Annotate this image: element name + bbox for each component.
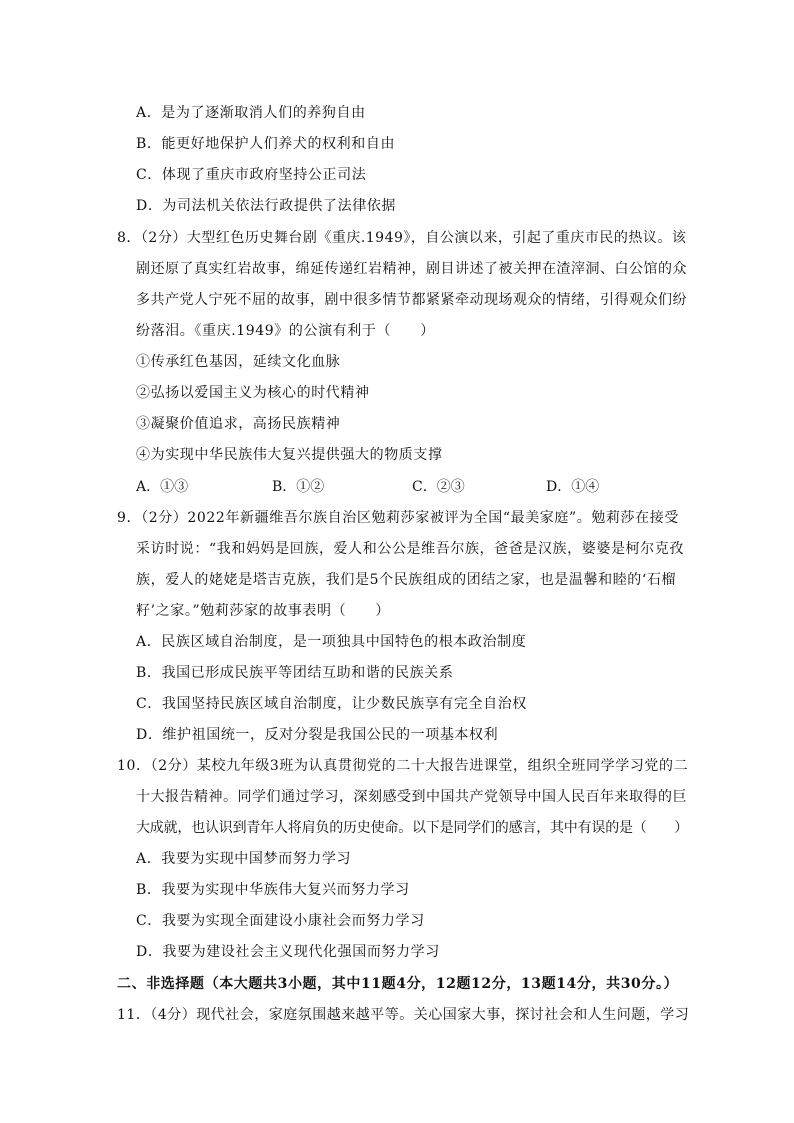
q11-stem-line-1: 11．（4分）现代社会，家庭氛围越来越平等。关心国家大事，探讨社会和人生问题，学习: [117, 1007, 690, 1023]
q8-stem-line-1: 8．（2分）大型红色历史舞台剧《重庆.1949》，自公演以来，引起了重庆市民的热议。该: [117, 230, 687, 246]
q10-option-c: C．我要为实现全面建设小康社会而努力学习: [136, 913, 425, 929]
q8-choice-b: B．①②: [272, 479, 325, 495]
q7-option-a: A．是为了逐渐取消人们的养狗自由: [136, 105, 366, 121]
q7-option-d: D．为司法机关依法行政提供了法律依据: [136, 198, 397, 214]
q8-statement-1: ①传承红色基因，延续文化血脉: [136, 354, 341, 370]
q9-stem-line-3: 族，爱人的姥姥是塔吉克族，我们是5个民族组成的团结之家，也是温馨和睦的‘石榴: [136, 572, 677, 588]
q7-option-c: C．体现了重庆市政府坚持公正司法: [136, 167, 367, 183]
q8-statement-3: ③凝聚价值追求，高扬民族精神: [136, 416, 341, 432]
q8-stem-line-3: 多共产党人宁死不屈的故事，剧中很多情节都紧紧牵动现场观众的情绪，引得观众们纷: [136, 292, 687, 308]
q8-statement-4: ④为实现中华民族伟大复兴提供强大的物质支撑: [136, 447, 443, 463]
q10-stem-line-3: 大成就，也认识到青年人将肩负的历史使命。以下是同学们的感言，其中有误的是（ ）: [136, 820, 688, 836]
q9-stem-line-1: 9．（2分）2022年新疆维吾尔族自治区勉莉莎家被评为全国“最美家庭”。勉莉莎在接受: [117, 510, 679, 526]
q10-option-a: A．我要为实现中国梦而努力学习: [136, 851, 352, 867]
q10-option-d: D．我要为建设社会主义现代化强国而努力学习: [136, 944, 440, 960]
q8-choice-a: A．①③: [136, 479, 189, 495]
q8-statement-2: ②弘扬以爱国主义为核心的时代精神: [136, 385, 370, 401]
q9-option-b: B．我国已形成民族平等团结互助和谐的民族关系: [136, 665, 454, 681]
q10-stem-line-2: 十大报告精神。同学们通过学习，深刻感受到中国共产党领导中国人民百年来取得的巨: [136, 789, 687, 805]
q9-stem-line-2: 采访时说：“我和妈妈是回族，爱人和公公是维吾尔族，爸爸是汉族，婆婆是柯尔克孜: [136, 541, 684, 557]
q9-option-d: D．维护祖国统一，反对分裂是我国公民的一项基本权利: [136, 727, 499, 743]
q9-option-a: A．民族区域自治制度，是一项独具中国特色的根本政治制度: [136, 634, 527, 650]
q7-option-b: B．能更好地保护人们养犬的权利和自由: [136, 136, 396, 152]
q10-option-b: B．我要为实现中华族伟大复兴而努力学习: [136, 882, 410, 898]
q9-option-c: C．我国坚持民族区域自治制度，让少数民族享有完全自治权: [136, 696, 527, 712]
q8-stem-line-2: 剧还原了真实红岩故事，绵延传递红岩精神，剧目讲述了被关押在渣滓洞、白公馆的众: [136, 261, 687, 277]
q8-choice-c: C．②③: [412, 479, 465, 495]
q9-stem-line-4: 籽’之家。”勉莉莎家的故事表明（ ）: [136, 603, 391, 619]
q8-choice-d: D．①④: [546, 479, 600, 495]
section-2-heading: 二、非选择题（本大题共3小题，其中11题4分，12题12分，13题14分，共30分。）: [117, 976, 679, 992]
q8-stem-line-4: 纷落泪。《重庆.1949》的公演有利于（ ）: [136, 323, 435, 339]
q10-stem-line-1: 10．（2分）某校九年级3班为认真贯彻党的二十大报告进课堂，组织全班同学学习党的二: [117, 758, 689, 774]
